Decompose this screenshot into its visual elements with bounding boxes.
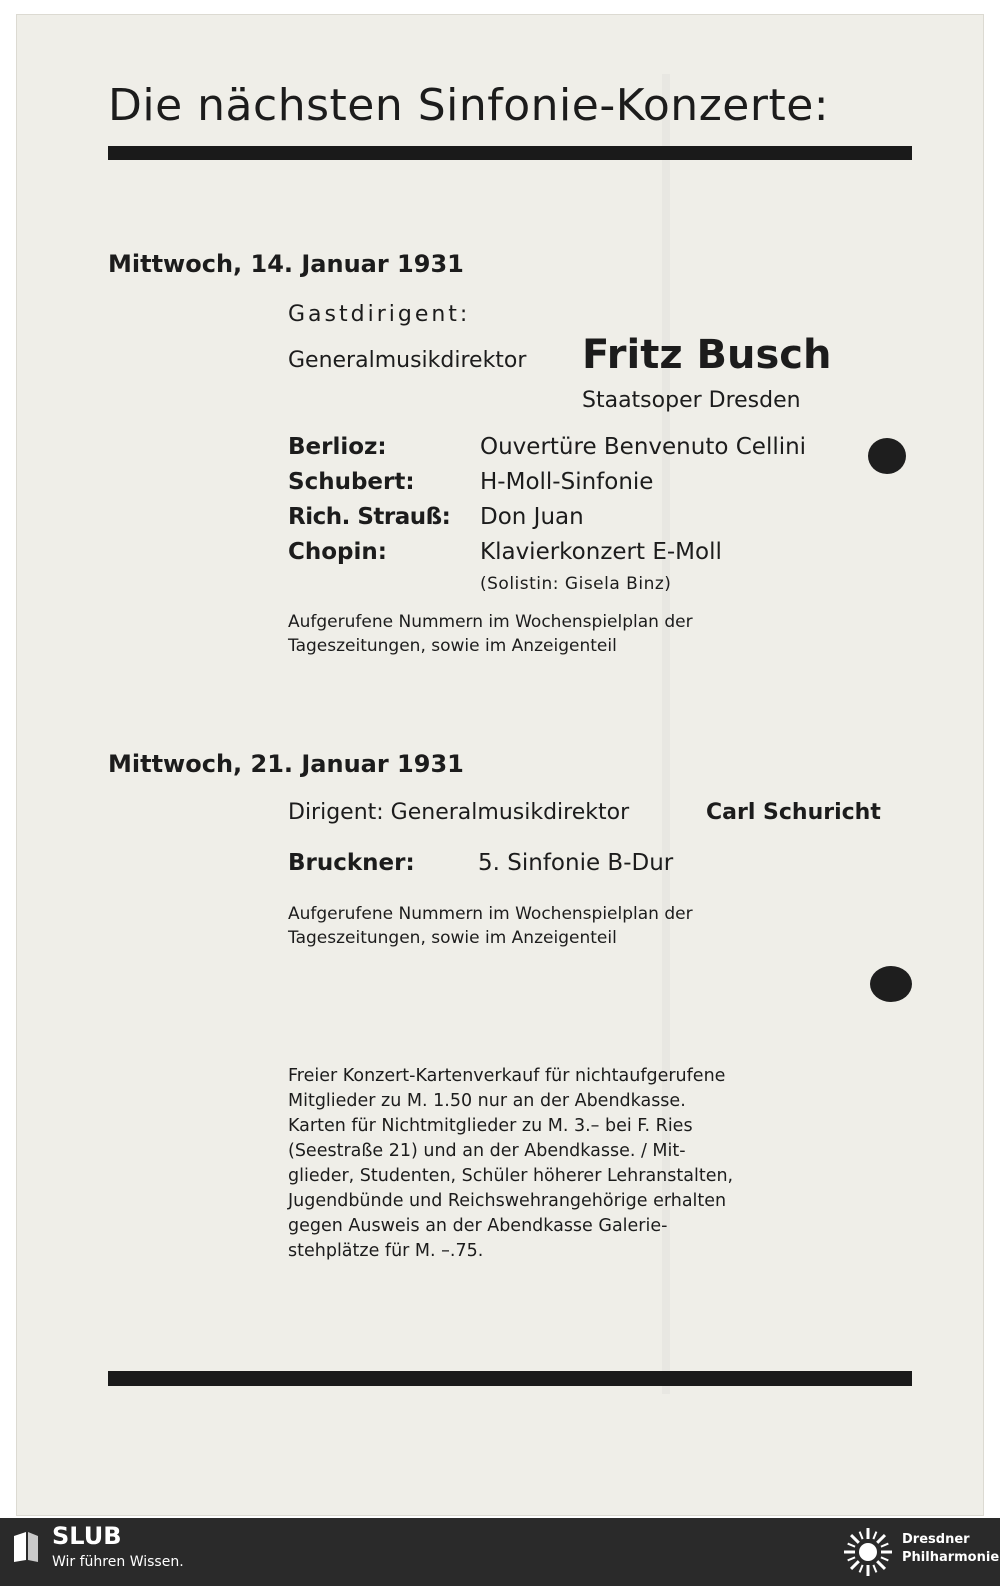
concert1-conductor-name: Fritz Busch — [582, 332, 832, 378]
punch-hole-icon — [868, 438, 906, 474]
title-rule — [108, 146, 912, 160]
slub-name[interactable]: SLUB — [52, 1522, 122, 1550]
bottom-rule — [108, 1371, 912, 1386]
concert2-conductor-label: Dirigent: Generalmusikdirektor — [288, 800, 630, 825]
page-title: Die nächsten Sinfonie-Konzerte: — [108, 80, 830, 131]
program-composer-3: Rich. Strauß: — [288, 504, 451, 530]
ticket-info-line: Freier Konzert-Kartenverkauf für nichtaufgerufene — [288, 1066, 726, 1086]
ticket-info-line: Jugendbünde und Reichswehrangehörige erhalten — [288, 1191, 727, 1211]
concert2-conductor-name: Carl Schuricht — [706, 800, 881, 825]
punch-hole-icon — [870, 966, 912, 1002]
ticket-info-line: gegen Ausweis an der Abendkasse Galerie- — [288, 1216, 668, 1236]
concert1-date: Mittwoch, 14. Januar 1931 — [108, 250, 464, 278]
ticket-info-line: (Seestraße 21) und an der Abendkasse. / Mit- — [288, 1141, 686, 1161]
ticket-info-line: stehplätze für M. –.75. — [288, 1241, 484, 1261]
slub-book-icon — [12, 1530, 40, 1564]
ticket-info-line: glieder, Studenten, Schüler höherer Lehranstalten, — [288, 1166, 734, 1186]
program-work-1: Ouvertüre Benvenuto Cellini — [480, 434, 807, 460]
viewer-footer — [0, 1518, 1000, 1586]
program-composer-2: Schubert: — [288, 469, 415, 495]
concert1-note-line1: Aufgerufene Nummern im Wochenspielplan der — [288, 612, 693, 632]
program-work-2: H-Moll-Sinfonie — [480, 469, 654, 495]
slub-tagline: Wir führen Wissen. — [52, 1554, 184, 1570]
partner-name-line2: Philharmonie — [902, 1550, 1000, 1565]
concert1-conductor-title: Generalmusikdirektor — [288, 348, 527, 373]
concert2-date: Mittwoch, 21. Januar 1931 — [108, 750, 464, 778]
concert2-note-line1: Aufgerufene Nummern im Wochenspielplan der — [288, 904, 693, 924]
program-work-4: Klavierkonzert E-Moll — [480, 539, 722, 565]
concert1-conductor-affiliation: Staatsoper Dresden — [582, 388, 801, 413]
ticket-info-line: Karten für Nichtmitglieder zu M. 3.– bei F. Ries — [288, 1116, 693, 1136]
dresdner-philharmonie-logo-icon[interactable] — [842, 1526, 894, 1578]
program-work-3: Don Juan — [480, 504, 584, 530]
concert1-soloist: (Solistin: Gisela Binz) — [480, 574, 672, 594]
concert2-note-line2: Tageszeitungen, sowie im Anzeigenteil — [288, 928, 617, 948]
concert1-note-line2: Tageszeitungen, sowie im Anzeigenteil — [288, 636, 617, 656]
partner-name-line1: Dresdner — [902, 1532, 970, 1547]
concert1-guest-label: Gastdirigent: — [288, 302, 471, 327]
program-composer-4: Chopin: — [288, 539, 387, 565]
concert2-composer: Bruckner: — [288, 850, 415, 876]
concert2-work: 5. Sinfonie B-Dur — [478, 850, 674, 876]
ticket-info-line: Mitglieder zu M. 1.50 nur an der Abendkasse. — [288, 1091, 686, 1111]
program-composer-1: Berlioz: — [288, 434, 387, 460]
program-leaflet — [16, 14, 984, 1516]
